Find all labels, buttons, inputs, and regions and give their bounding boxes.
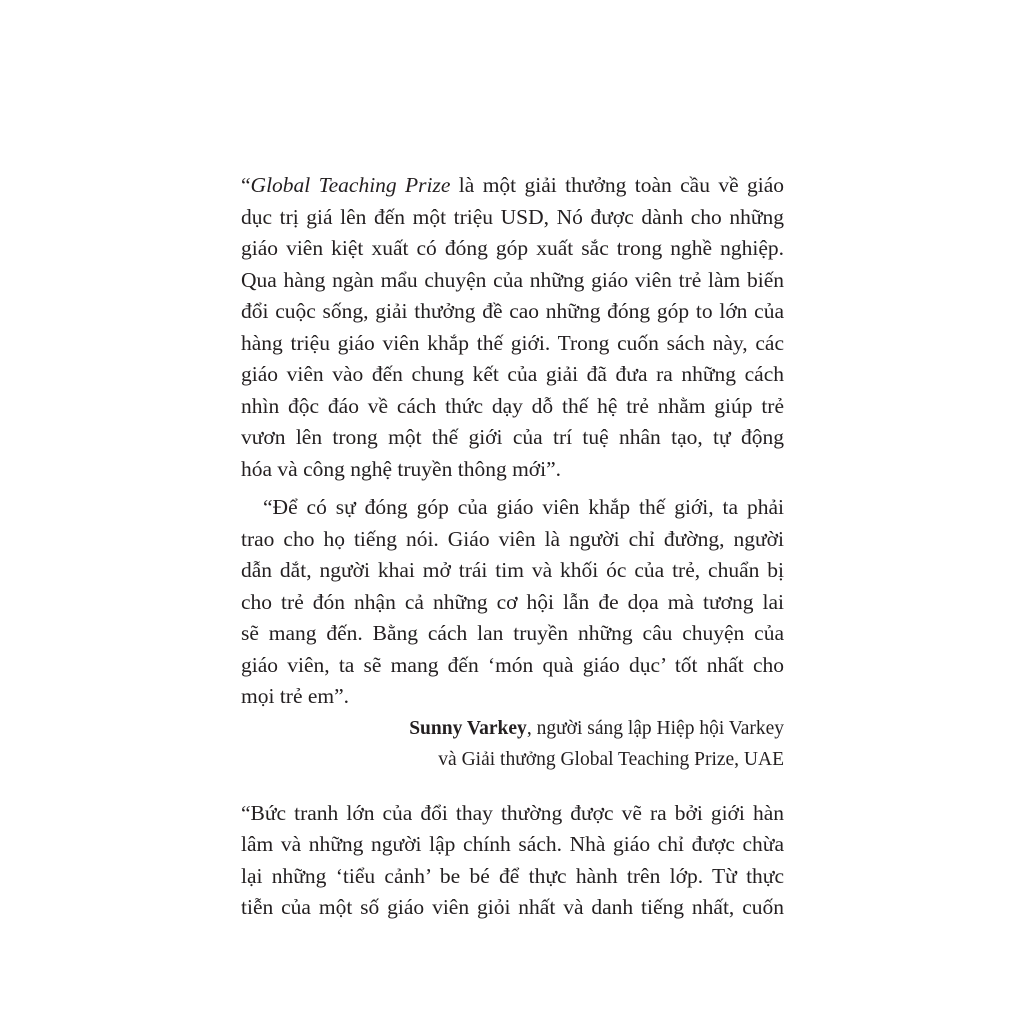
quote-global-teaching-prize [241,170,784,713]
quote1-line: hàng triệu giáo viên khắp thế giới. Trong cuốn sách này, các [241,330,784,355]
quote1-line: đổi cuộc sống, giải thưởng đề cao những đóng góp to lớn của [241,299,784,323]
quote1-line: nhìn độc đáo về cách thức dạy dỗ thế hệ trẻ nhằm giúp trẻ [241,393,784,418]
prize-title-italic: Global Teaching Prize [250,173,451,197]
quote-big-picture [241,798,784,924]
quote1-para2-line: dẫn dắt, người khai mở trái tim và khối óc của trẻ, chuẩn bị [241,558,784,582]
quote1-line-1 [241,170,784,202]
quote1-para2-line: sẽ mang đến. Bằng cách lan truyền những câu chuyện của [241,621,784,645]
quote1-line-1-rest: là một giải thưởng toàn cầu về giáo [450,173,784,197]
attribution-line-1 [241,713,784,745]
quote1-paragraph-2 [241,492,784,713]
quote1-para2-line: “Để có sự đóng góp của giáo viên khắp thế giới, ta phải [263,495,784,519]
quote1-para2-line: giáo viên, ta sẽ mang đến ‘món quà giáo dục’ tốt nhất cho [241,652,784,677]
quote1-line: giáo viên kiệt xuất có đóng góp xuất sắc trong nghề nghiệp. [241,236,784,260]
attribution-role-1: , người sáng lập Hiệp hội Varkey [526,717,784,739]
quote2-line: lâm và những người lập chính sách. Nhà giáo chỉ được chừa [241,832,784,856]
quote2-line: lại những ‘tiểu cảnh’ be bé để thực hành trên lớp. Từ thực [241,863,784,888]
attribution-line-2: và Giải thưởng Global Teaching Prize, UAE [438,749,784,770]
quote1-line: giáo viên vào đến chung kết của giải đã đưa ra những cách [241,362,784,386]
open-quote-mark: “ [241,173,251,197]
quote1-line: dục trị giá lên đến một triệu USD, Nó được dành cho những [241,204,784,229]
quote-attribution [241,713,784,776]
quote1-line: vươn lên trong một thế giới của trí tuệ nhân tạo, tự động [241,425,784,449]
quote1-para2-last-line: mọi trẻ em”. [241,684,350,708]
quote1-line: Qua hàng ngàn mẩu chuyện của những giáo viên trẻ làm biến [241,267,784,292]
book-page [241,170,784,924]
quote2-line: tiễn của một số giáo viên giỏi nhất và danh tiếng nhất, cuốn [241,895,784,919]
quote1-para2-line: trao cho họ tiếng nói. Giáo viên là người chỉ đường, người [241,526,784,551]
quote1-para2-line: cho trẻ đón nhận cả những cơ hội lẫn đe dọa mà tương lai [241,589,784,614]
quote2-line: “Bức tranh lớn của đổi thay thường được vẽ ra bởi giới hàn [241,800,784,825]
attribution-name: Sunny Varkey [409,717,527,739]
quote1-last-line: hóa và công nghệ truyền thông mới”. [241,456,562,481]
